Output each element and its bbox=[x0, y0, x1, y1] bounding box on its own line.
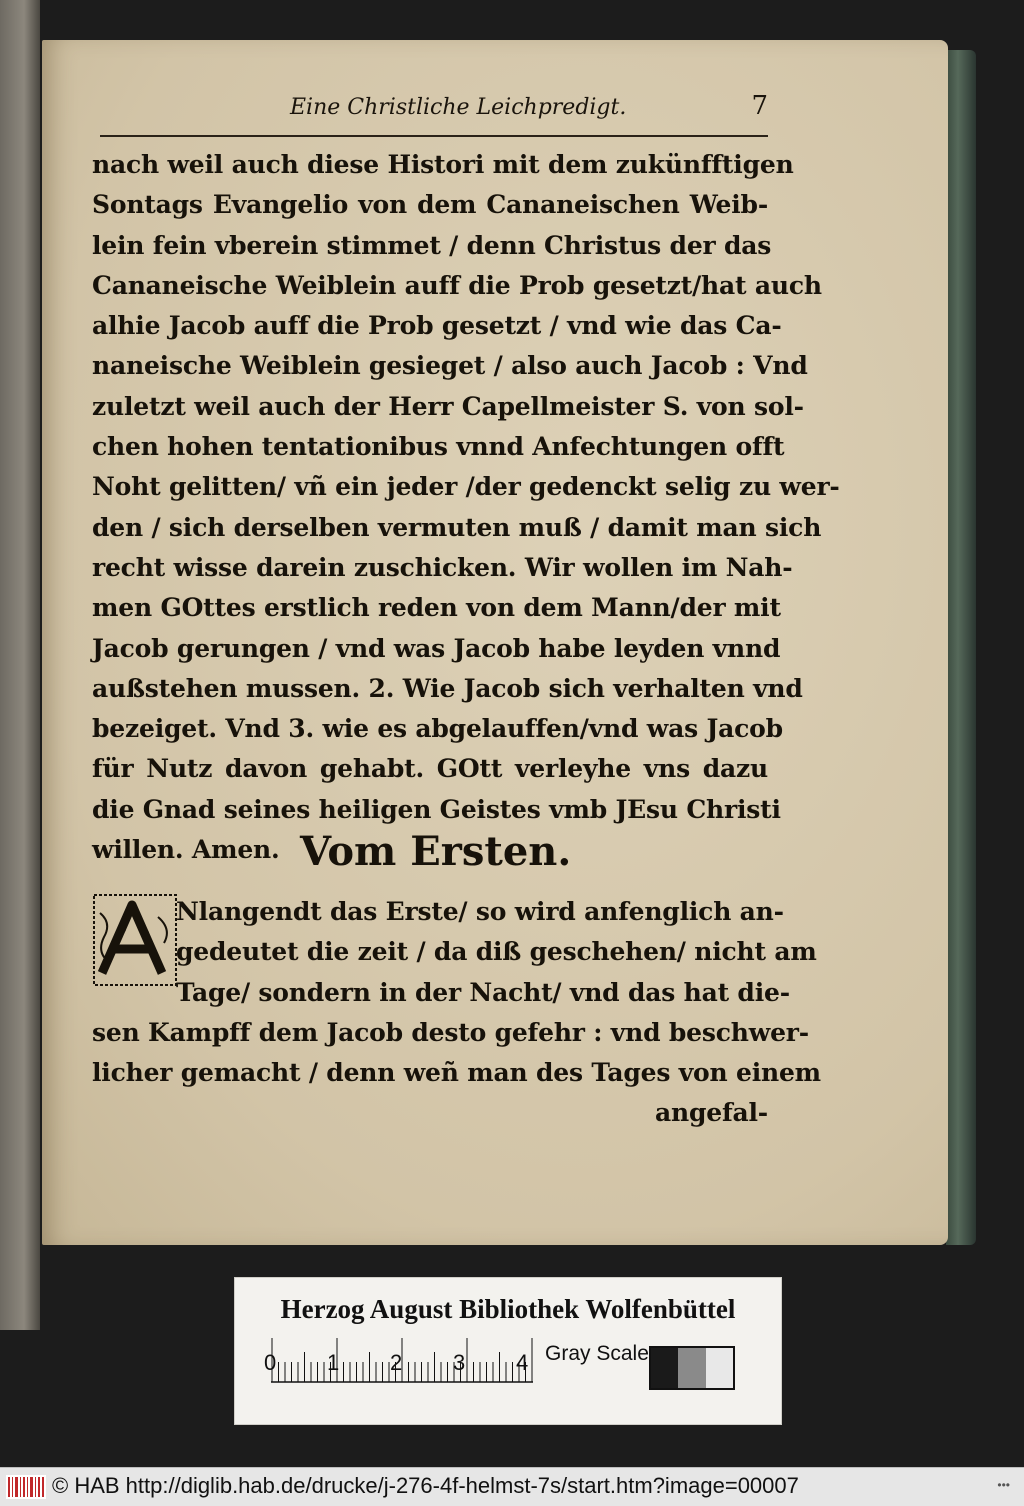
text-line: sen Kampff dem Jacob desto gefehr : vnd beschwer- bbox=[92, 1017, 809, 1047]
text-line: Noht gelitten/ vñ ein jeder /der gedenckt selig zu wer- bbox=[92, 472, 840, 502]
text-line: chen hohen tentationibus vnnd Anfechtungen offt bbox=[92, 432, 785, 462]
text-line: lein fein vberein stimmet / denn Christus der das bbox=[92, 230, 772, 260]
text-line: die Gnad seines heiligen Geistes vmb JEsu Christi bbox=[92, 794, 781, 824]
page-number: 7 bbox=[751, 91, 768, 121]
text-line: licher gemacht / denn weñ man des Tages von einem bbox=[92, 1058, 821, 1088]
ruler-label: 2 bbox=[390, 1350, 403, 1375]
running-title: Eine Christliche Leichpredigt. bbox=[290, 95, 627, 120]
catchword: angefal- bbox=[655, 1098, 768, 1128]
text-line: Sontags Evangelio von dem Cananeischen Weib- bbox=[92, 190, 768, 220]
text-line: für Nutz davon gehabt. GOtt verleyhe vns dazu bbox=[92, 754, 768, 784]
text-line: willen. Amen. bbox=[92, 835, 280, 865]
viewer-footer bbox=[0, 1467, 1024, 1506]
copyright-url[interactable]: © HAB http://diglib.hab.de/drucke/j-276-4f-helmst-7s/start.htm?image=00007 bbox=[52, 1473, 799, 1498]
text-line: Jacob gerungen / vnd was Jacob habe leyden vnnd bbox=[92, 633, 781, 663]
ruler-label: 4 bbox=[516, 1350, 529, 1375]
gray-swatch bbox=[706, 1348, 733, 1388]
text-line: Nlangendt das Erste/ so wird anfenglich an- bbox=[176, 897, 784, 926]
header-rule bbox=[100, 135, 768, 137]
facing-page-edge bbox=[0, 0, 40, 1330]
text-line: Tage/ sondern in der Nacht/ vnd das hat die- bbox=[176, 977, 790, 1007]
book-fore-edge bbox=[946, 50, 976, 1245]
section-paragraph bbox=[92, 892, 821, 1134]
text-line: nach weil auch diese Histori mit dem zukünfftigen bbox=[92, 150, 794, 179]
ruler-label: 3 bbox=[453, 1350, 466, 1375]
library-name: Herzog August Bibliothek Wolfenbüttel bbox=[280, 1294, 736, 1324]
text-line: gedeutet die zeit / da diß geschehen/ nicht am bbox=[176, 937, 817, 967]
body-paragraph bbox=[92, 145, 840, 870]
ruler-label: 1 bbox=[327, 1350, 340, 1375]
gray-scale-label: Gray Scale bbox=[545, 1342, 649, 1365]
text-line: Cananeische Weiblein auff die Prob gesetzt/hat auch bbox=[92, 270, 822, 300]
text-line: men GOttes erstlich reden von dem Mann/der mit bbox=[92, 593, 781, 623]
section-heading: Vom Ersten. bbox=[300, 828, 572, 875]
text-line: zuletzt weil auch der Herr Capellmeister S. von sol- bbox=[92, 391, 804, 421]
gray-swatch bbox=[651, 1348, 678, 1388]
gray-scale-swatches bbox=[649, 1346, 735, 1390]
page-header bbox=[100, 91, 768, 135]
text-line: bezeiget. Vnd 3. wie es abgelauffen/vnd was Jacob bbox=[92, 714, 783, 744]
text-line: recht wisse darein zuschicken. Wir wollen im Nah- bbox=[92, 552, 793, 582]
footer-end-mark: ••• bbox=[997, 1478, 1010, 1492]
gray-swatch bbox=[678, 1348, 705, 1388]
text-line: alhie Jacob auff die Prob gesetzt / vnd wie das Ca- bbox=[92, 311, 782, 341]
text-line: außstehen mussen. 2. Wie Jacob sich verhalten vnd bbox=[92, 673, 803, 703]
color-scale-card bbox=[234, 1277, 782, 1425]
text-line: den / sich derselben vermuten muß / damit man sich bbox=[92, 512, 822, 542]
barcode-icon bbox=[6, 1475, 46, 1499]
ruler-label: 0 bbox=[264, 1350, 277, 1375]
text-line: naneische Weiblein gesieget / also auch Jacob : Vnd bbox=[92, 351, 808, 381]
